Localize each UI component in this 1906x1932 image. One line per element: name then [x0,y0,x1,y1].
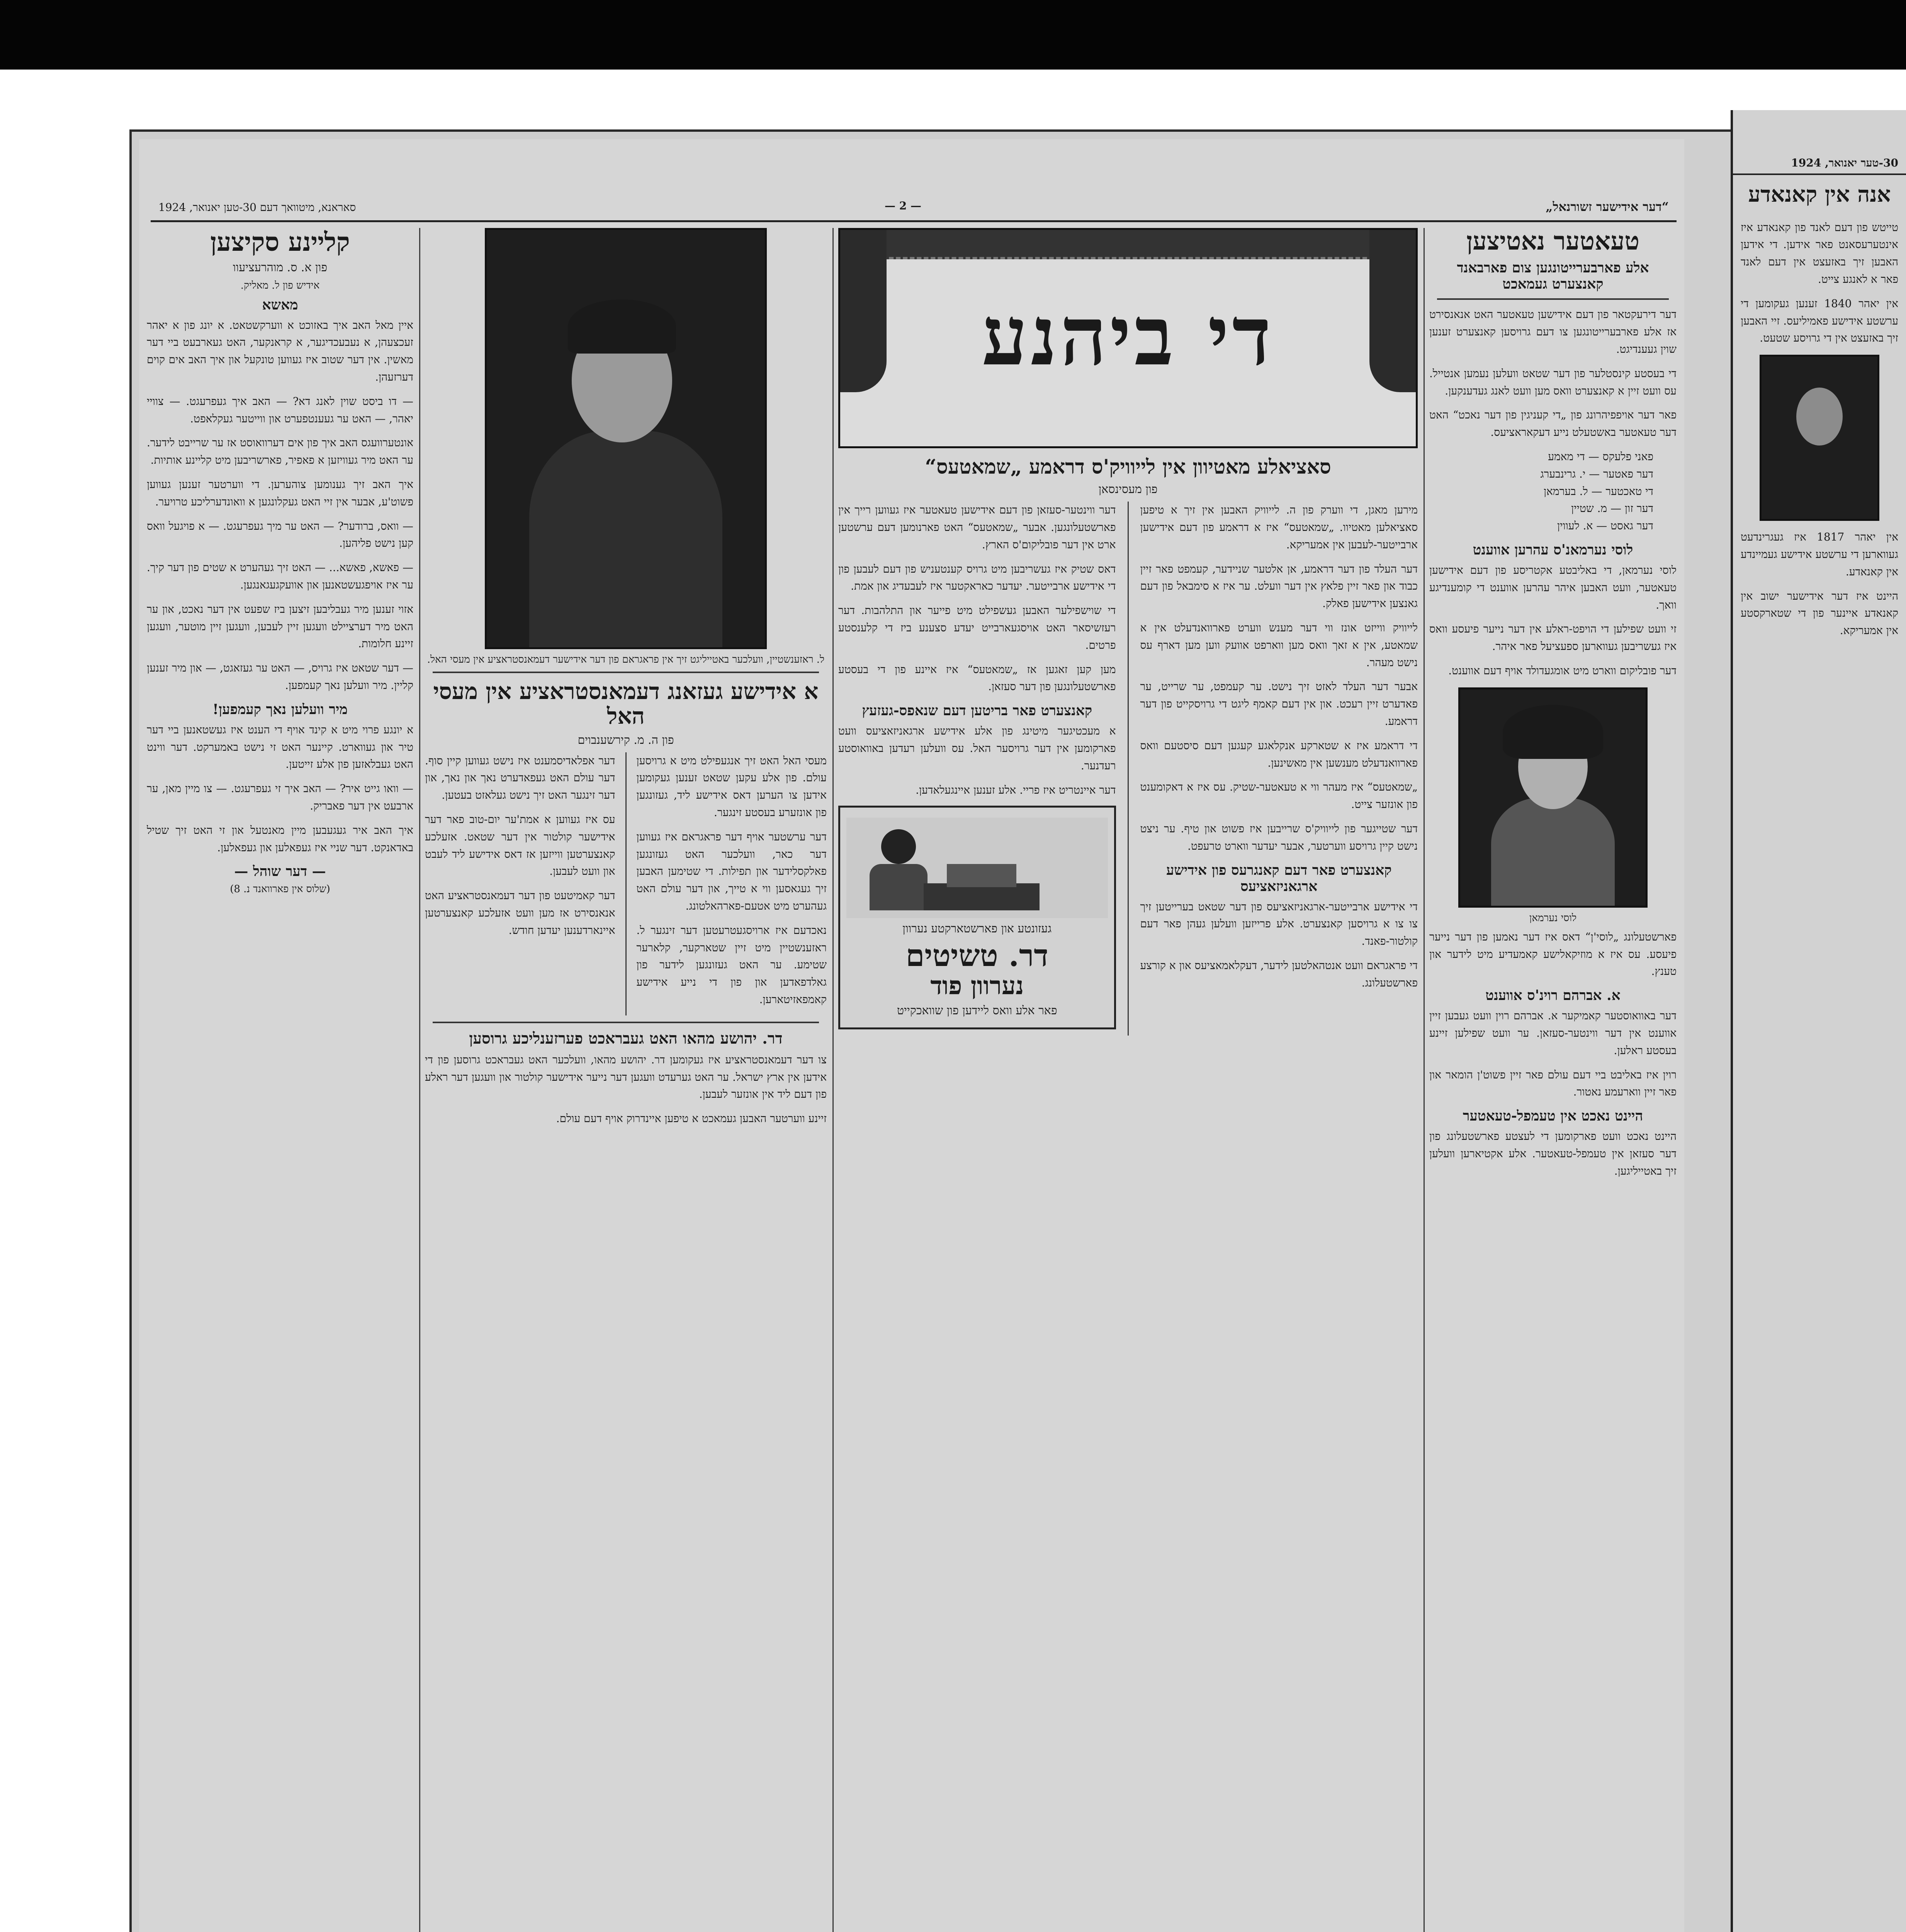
cast-item: פאני פלעקס — די מאמע [1548,450,1653,463]
cast-list [1429,448,1677,535]
photo-hair [568,299,676,354]
rauin-paragraph: רוין איז באליבט ביי דעם עולם פאר זיין פשוט'ן הומאר און פאר זיין ווארעמע נאטור. [1429,1068,1677,1099]
ad-footer: פאר אלע וואס ליידען פון שוואכקייט [897,1003,1057,1017]
rosenstein-caption: ל. ראזענשטיין, וועלכער באטייליגט זיך אין פראגראם פון דער אידישער דעמאנסטראציע אין מעסי האל. [427,654,825,665]
photo-figure [1491,798,1615,908]
header-masthead: „דער אידישער זשורנאל“ [1546,199,1669,214]
demonstration-paragraph: נאכדעם איז ארויסגעטרעטען דער זינגער ל. ראזענשטיין מיט זיין שטארקער, קלארער שטימע. ער האט געזונגען לידער פון גאלדפאדען און פון די נייע אידישע קאמפאזיטארען. [636,923,827,1006]
page-header [151,197,1677,222]
divider [1437,298,1669,300]
theatre-paragraph: דער דירעקטאר פון דעם אידישען טעאטער האט אנאנסירט אז אלע פארבערייטונגען צו דעם גרויסען קאנצערט זענען שוין געענדיגט. [1429,308,1677,355]
adjacent-page-fragment [1731,110,1906,1932]
demonstration-headline: א אידישע געזאנג דעמאנסטראציע אין מעסי האל [433,678,819,729]
concert-paragraph: די פראגראם וועט אנטהאלטען לידער, דעקלאמאציעס און א קורצע פארשטעלונג. [1140,959,1418,989]
meeting-headline: קאנצערט פאר בריטען דעם שנאפס-געזעץ [862,702,1092,719]
drama-byline: פון מעסינסאן [1098,483,1158,497]
demonstration-paragraph: דער קאמיטעט פון דער דעמאנסטראציע האט אנאנסירט אז מען וועט אזעלכע קאנצערטען איינארדענען יעדען חודש. [425,889,615,937]
sketches-byline: פון א. ס. מוהרעציעוו [233,260,328,274]
scan-border-top [0,0,1906,70]
adjacent-paragraph: טייטש פון דעם לאנד פון קאנאדע איז אינטערעסאנט פאר אידען. די אידען האבען זיך באזעצט אין דעם לאנד פאר א לאנגע צייט. [1741,221,1898,286]
adjacent-paragraph: אין יאהר 1817 איז געגרינדעט געווארען די ערשטע אידישע געמיינדע אין קאנאדע. [1741,531,1898,578]
theatre-subtitle: אלע פארבערייטונגען צום פארבאנד קאנצערט געמאכט [1457,260,1649,293]
adjacent-paragraph: היינט איז דער אידישער ישוב אין קאנאדע איינער פון די שטארקסטע אין אמעריקא. [1741,589,1898,637]
adjacent-paragraph: אין יאהר 1840 זענען געקומען די ערשטע אידישע פאמיליעס. זיי האבען זיך באזעצט אין די גרויסע שטעט. [1741,297,1898,345]
fight-heading: מיר וועלען נאך קעמפען! [212,701,348,718]
cast-item: די טאכטער — ל. בערמאן [1544,485,1653,498]
sketch-paragraph: אזוי זענען מיר געבליבען זיצען ביז שפעט אין דער נאכט, און ער האט מיר דערציילט וועגען זיין לעבען, וועגען זיין מוטער, וועגען זיינע חלומות. [147,602,413,650]
column-rule [832,228,834,1932]
banner-title: די ביהנע [982,288,1274,384]
cast-item: דער פאטער — י. גרינבערג [1540,467,1653,480]
demonstration-paragraph: דער אפלאדיסמענט איז נישט געווען קיין סוף. דער עולם האט געפאדערט נאך און נאך, און דער זינגער האט זיך נישט געלאזט בעטען. [425,754,615,802]
column-rule [419,228,420,1932]
header-date: סאראנא, מיטוואך דעם 30-טען יאנואר, 1924 [158,201,356,214]
temple-paragraph: היינט נאכט וועט פארקומען די לעצטע פארשטעלונג פון דער סעזאן אין טעמפל-טעאטער. אלע אקטיארען וועלען זיך באטייליגען. [1429,1130,1677,1177]
rauin-subhead: א. אברהם רוינ'ס אווענט [1485,987,1621,1004]
shmates-paragraph: דאס שטיק איז געשריבען מיט גרויס קענטעניש פון דעם לעבען פון די אידישע ארבייטער. יעדער כאראקטער איז לעבעדיג און אמת. [838,562,1116,593]
theatre-title: טעאטער נאטיצען [1466,228,1639,256]
header-page-number: — 2 — [885,199,921,212]
temple-subhead: היינט נאכט אין טעמפל-טעאטער [1463,1108,1643,1124]
stage-banner [838,228,1418,448]
meeting-paragraph: דער איינטריט איז פריי. אלע זענען איינגעלאדען. [916,783,1116,796]
nerve-food-ad [838,806,1116,1029]
column-stage [838,228,1418,1932]
sketch-paragraph: — וואו גייט איר? — האב איך זי געפרעגט. — צו מיין מאן, ער ארבעט אין דער פאבריק. [147,782,413,812]
stage-subcolumn-right [1140,502,1418,1035]
typewriter-icon [947,864,1016,887]
stage-subcolumn-left [838,502,1116,1035]
theatre-paragraph: די בעסטע קינסטלער פון דער שטאט וועלען נעמען אנטייל. עס וועט זיין א קאנצערט וואס מען וועט לאנג געדענקען. [1429,367,1677,397]
column-sketches [147,228,413,1932]
ad-subtitle: נערוון פוד [930,971,1024,1001]
sketch-paragraph: — דו ביסט שוין לאנג דא? — האב איך געפרעגט. — צוויי יאהר, — האט ער געענטפערט און ווייטער געקלאפט. [147,395,413,425]
drama-paragraph: מירען מאגן, די ווערק פון ה. לייוויק האבען אין זיך א טיפען סאציאלען מאטיוו. „שמאטעס“ איז א דראמע פון דעם אידישען ארבייטער-לעבען אין אמעריקא. [1140,503,1418,551]
sketches-title: קליינע סקיצען [210,228,350,257]
demonstration-byline: פון ה. מ. קירשענבוים [578,733,674,747]
shmates-paragraph: די שוישפילער האבען געשפילט מיט פייער און התלהבות. דער רעזשיסאר האט אויסגעארבייט יעדע סצענע ביז די קלענסטע פרטים. [838,604,1116,651]
divider [433,1022,819,1023]
typist-illustration [846,818,1108,918]
banner-valance [840,230,1416,259]
demonstration-paragraph: מעסי האל האט זיך אנגעפילט מיט א גרויסען עולם. פון אלע עקען שטאט זענען געקומען אידען צו הערען דאס אידישע ליד, געזונגען פון אונזערע בעסטע זינגער. [636,754,827,819]
drama-paragraph: לייוויק ווייזט אונז ווי דער מענש ווערט פארוואנדעלט אין א שמאטע, אין א זאך וואס מען ווארפט אוועק ווען מען דארף עס נישט מעהר. [1140,621,1418,669]
drama-paragraph: דער שטייגער פון לייוויק'ס שרייבען איז פשוט און טיף. ער ניצט נישט קיין גרויסע ווערטער, אבער יעדער ווארט טרעפט. [1140,822,1418,852]
drama-headline: סאציאלע מאטיוון אין לייוויק'ס דראמע „שמאטעס“ [925,455,1331,479]
rauin-paragraph: דער באוואוסטער קאמיקער א. אברהם רוין וועט געבען זיין אווענט אין דער ווינטער-סעזאן. ער וועט שפילען זיינע בעסטע ראלען. [1429,1009,1677,1057]
typist-desk [924,883,1040,910]
lucy-paragraph: לוסי נערמאן, די באליבטע אקטריסע פון דעם אידישען טעאטער, וועט האבען איהר עהרען אווענט די קומענדיגע וואך. [1429,563,1677,611]
lucy-paragraph: זי וועט שפילען די הויפט-ראלע אין דער נייער פיעסע וואס איז געשריבען געווארען ספעציעל פאר איהר. [1429,622,1677,653]
cast-item: דער גאסט — א. לעווין [1557,519,1653,532]
divider [433,672,819,673]
sketch-paragraph: איך האב זיך גענומען צוהערען. די ווערטער זענען געווען פשוט'ע, אבער אין זיי האט געקלונגען א וואונדערליכע טרויער. [147,478,413,508]
concert-subhead: קאנצערט פאר דעם קאנגרעס פון אידישע ארגאניזאציעס [1166,862,1392,895]
lucy-subhead: לוסי נערמאנ'ס עהרען אווענט [1473,541,1633,558]
rosenstein-photo [485,228,767,649]
adjacent-photo [1760,355,1879,521]
demonstration-subcolumn-left [425,752,615,1015]
demonstration-paragraph: עס איז געווען א אמת'ער יום-טוב פאר דער אידישער קולטור אין דער שטאט. אזעלכע קאנצערטען ווייזען אז דאס אידישע ליד לעבט און וועט לעבען. [425,813,615,878]
stage-subcolumns [838,502,1418,1035]
sketch-paragraph: אונטערוועגס האב איך פון אים דערוואוסט אז ער שרייבט לידער. ער האט מיר געוויזען א פאפיר, פארשריבען מיט קליינע אותיות. [147,436,413,467]
sketch-paragraph: איין מאל האב איך באזוכט א ווערקשטאט. א יונג פון א יאהר זעכצעהן, א נעבעכדיגער, א קראנקער, האט געארבעט ביי דער מאשין. אין דער שטוב איז געווען טונקעל און איך האב אים קוים דערזעהן. [147,318,413,383]
newspaper-page [139,139,1684,1932]
drama-paragraph: די דראמע איז א שטארקע אנקלאגע קעגען דעם סיסטעם וואס פארוואנדעלט מענשען אין מאשינען. [1140,739,1418,769]
ad-tagline: געזונטע און פארשטארקטע נערוון [902,922,1052,936]
sketch-paragraph: — וואס, ברודער? — האט ער מיך געפרעגט. — א פויגעל וואס קען נישט פליהען. [147,519,413,550]
sketch-paragraph: — פאשא, פאשא... — האט זיך געהערט א שטים פון דער קיך. ער איז אויפגעשטאנען און אוועקגעגאנגען. [147,561,413,591]
typist-torso [870,864,928,910]
ad-title: דר. טשיטים [905,938,1048,974]
sketch-paragraph: א יונגע פרוי מיט א קינד אויף די הענט איז געשטאנען ביי דער טיר און געווארט. קיינער האט זי נישט באמערקט. דער ווינט האט געבלאזען פון אלע זייטען. [147,723,413,771]
sketches-signoff: — דער שוהל — [234,863,326,880]
photo-hair [1503,705,1603,759]
drama-paragraph: דער העלד פון דער דראמע, אן אלטער שניידער, קעמפט פאר זיין כבוד און פאר זיין פלאץ אין דער וועלט. ער איז א סימבאל פון דעם גאנצען אידישען פאלק. [1140,562,1418,610]
masha-heading: מאשא [262,296,298,313]
column-rule [1424,228,1425,1932]
lucy-photo [1458,687,1648,908]
meeting-paragraph: א מעכטיגער מיטינג פון אלע אידישע ארגאניזאציעס וועט פארקומען אין דער גרויסער האל. עס וועלען רעדען באוואוסטע רעדנער. [838,724,1116,772]
mohau-paragraph: צו דער דעמאנסטראציע איז געקומען דר. יהושע מהאו, וועלכער האט געבראכט גרוסען פון די אידען אין ארץ ישראל. ער האט גערעדט וועגען דער נייער אידישער קולטור און וועגען דער ראלע פון דעם ליד אין אונזער לעבען. [425,1053,827,1101]
drama-paragraph: „שמאטעס“ איז מעהר ווי א טעאטער-שטיק. עס איז א דאקומענט פון אונזער צייט. [1140,781,1418,811]
demonstration-subcolumn-right [637,752,827,1015]
shmates-paragraph: מען קען זאגען אז „שמאטעס“ איז איינע פון די בעסטע פארשטעלונגען פון דער סעזאן. [838,663,1116,693]
subcolumn-rule [1128,502,1129,1035]
concert-paragraph: די אידישע ארבייטער-ארגאניזאציעס פון דער שטאט בערייטען זיך צו צו א גרויסען קאנצערט. אלע פרייזען וועלען געהן פאר דעם קולטור-פאנד. [1140,900,1418,948]
column-demonstration [425,228,827,1932]
sketches-translator: אידיש פון ל. מאליק. [240,279,320,291]
sketch-paragraph: איך האב איר געגעבען מיין מאנטעל און זי האט זיך שטיל באדאנקט. דער שניי איז געפאלען און געפאלען. [147,823,413,854]
photo-suit [529,431,722,647]
shmates-paragraph: דער ווינטער-סעזאן פון דעם אידישען טעאטער איז געווען רייך אין פארשטעלונגען. אבער „שמאטעס“ האט פארנומען דעם ערשטען ארט אין דער פובליקום'ס הארץ. [838,503,1116,551]
adjacent-date: 30-טער יאנואר, 1924 [1733,110,1906,175]
typist-head [881,829,916,864]
adjacent-body [1733,219,1906,639]
sketch-paragraph: — דער שטאט איז גרויס, — האט ער געזאגט, — און מיר זענען קליין. מיר וועלען נאך קעמפען. [147,662,413,692]
theatre-paragraph: פאר דער אויפפיהרונג פון „די קעניגין פון דער נאכט“ האט דער טעאטער באשטעלט נייע דעקאראציעס. [1429,408,1677,439]
demonstration-paragraph: דער ערשטער אויף דער פראגראם איז געווען דער כאר, וועלכער האט געזונגען פאלקסלידער און תפילות. די שטימען האבען זיך געגאסען ווי א טייך, און דער עולם האט געהערט מיט אטעם-פארהאלטונג. [636,830,827,912]
adjacent-title: אנה אין קאנאדע [1748,182,1891,207]
sketches-continued: (שלוס אין פארוואנד נ. 8) [230,883,330,895]
lucy-paragraph: דער פובליקום ווארט מיט אומגעדולד אויף דעם אווענט. [1448,664,1677,677]
subcolumn-rule [625,752,627,1015]
column-theatre-notes [1429,228,1677,1932]
lucy-photo-caption: לוסי נערמאן [1529,912,1577,924]
mohau-paragraph: זיינע ווערטער האבען געמאכט א טיפען איינדרוק אויף דעם עולם. [556,1112,827,1125]
theatre-paragraph: פארשטעלונג „לוסי'ן“ דאס איז דער נאמען פון דער נייער פיעסע. עס איז א מוזיקאלישע קאמעדיע מיט לידער און טענץ. [1429,930,1677,978]
mohau-subhead: דר. יהושע מהאו האט געבראכט פערזענליכע גרוסען [469,1029,783,1048]
drama-paragraph: אבער דער העלד לאזט זיך נישט. ער קעמפט, ער שרייט, ער פאדערט זיין רעכט. און אין דעם קאמף ליגט די גרויסקייט פון דער דראמע. [1140,680,1418,728]
cast-item: דער זון — מ. שטיין [1571,502,1653,515]
photo-face [1796,388,1843,446]
demonstration-subcolumns [425,752,827,1015]
